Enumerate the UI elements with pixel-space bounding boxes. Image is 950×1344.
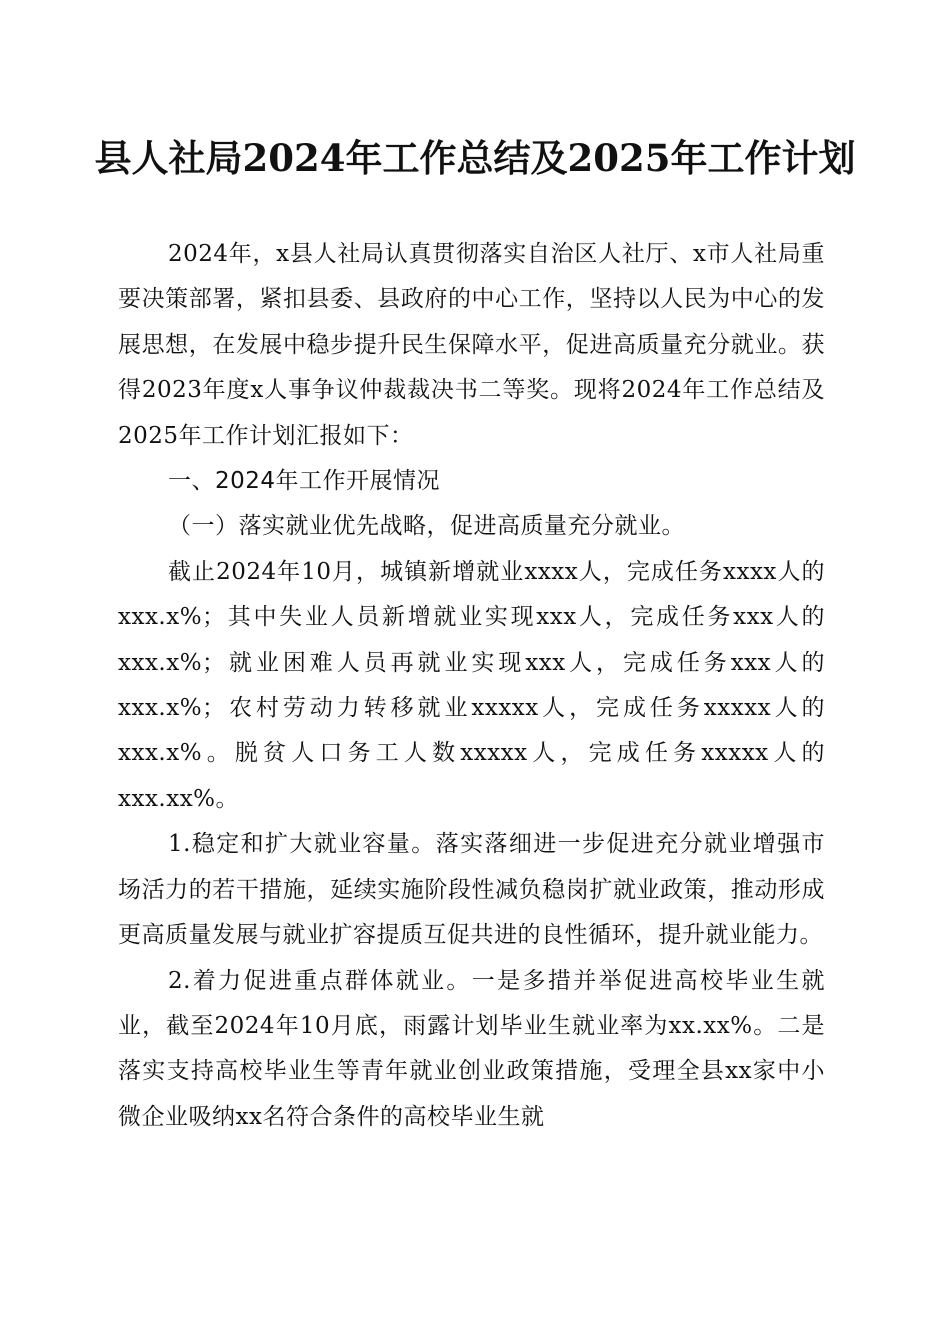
document-body — [118, 232, 825, 1140]
section-heading-1: 一、2024年工作开展情况 — [168, 468, 441, 495]
subsection-heading-1: （一）落实就业优先战略，促进高质量充分就业。 — [168, 513, 685, 540]
employment-stats-paragraph: 截止2024年10月，城镇新增就业xxxx人，完成任务xxxx人的xxx.x%；其中失业人员新增就业实现xxx人，完成任务xxx人的xxx.x%；就业困难人员再就业实现xxx人，完成任务xxx人的xxx.x%；农村劳动力转移就业xxxxx人，完成任务xxxxx人的xxx.x%。脱贫人口务工人数xxxxx人，完成任务xxxxx人的xxx.xx%。 — [118, 558, 825, 812]
item-1-paragraph: 1.稳定和扩大就业容量。落实落细进一步促进充分就业增强市场活力的若干措施，延续实施阶段性减负稳岗扩就业政策，推动形成更高质量发展与就业扩容提质互促共进的良性循环，提升就业能力。 — [118, 831, 825, 949]
item-2-paragraph: 2.着力促进重点群体就业。一是多措并举促进高校毕业生就业，截至2024年10月底，雨露计划毕业生就业率为xx.xx%。二是落实支持高校毕业生等青年就业创业政策措施，受理全县xx家中小微企业吸纳xx名符合条件的高校毕业生就 — [118, 967, 825, 1130]
document-title: 县人社局2024年工作总结及2025年工作计划 — [94, 136, 856, 180]
intro-paragraph: 2024年，x县人社局认真贯彻落实自治区人社厅、x市人社局重要决策部署，紧扣县委、县政府的中心工作，坚持以人民为中心的发展思想，在发展中稳步提升民生保障水平，促进高质量充分就业。获得2023年度x人事争议仲裁裁决书二等奖。现将2024年工作总结及2025年工作计划汇报如下： — [118, 241, 825, 449]
